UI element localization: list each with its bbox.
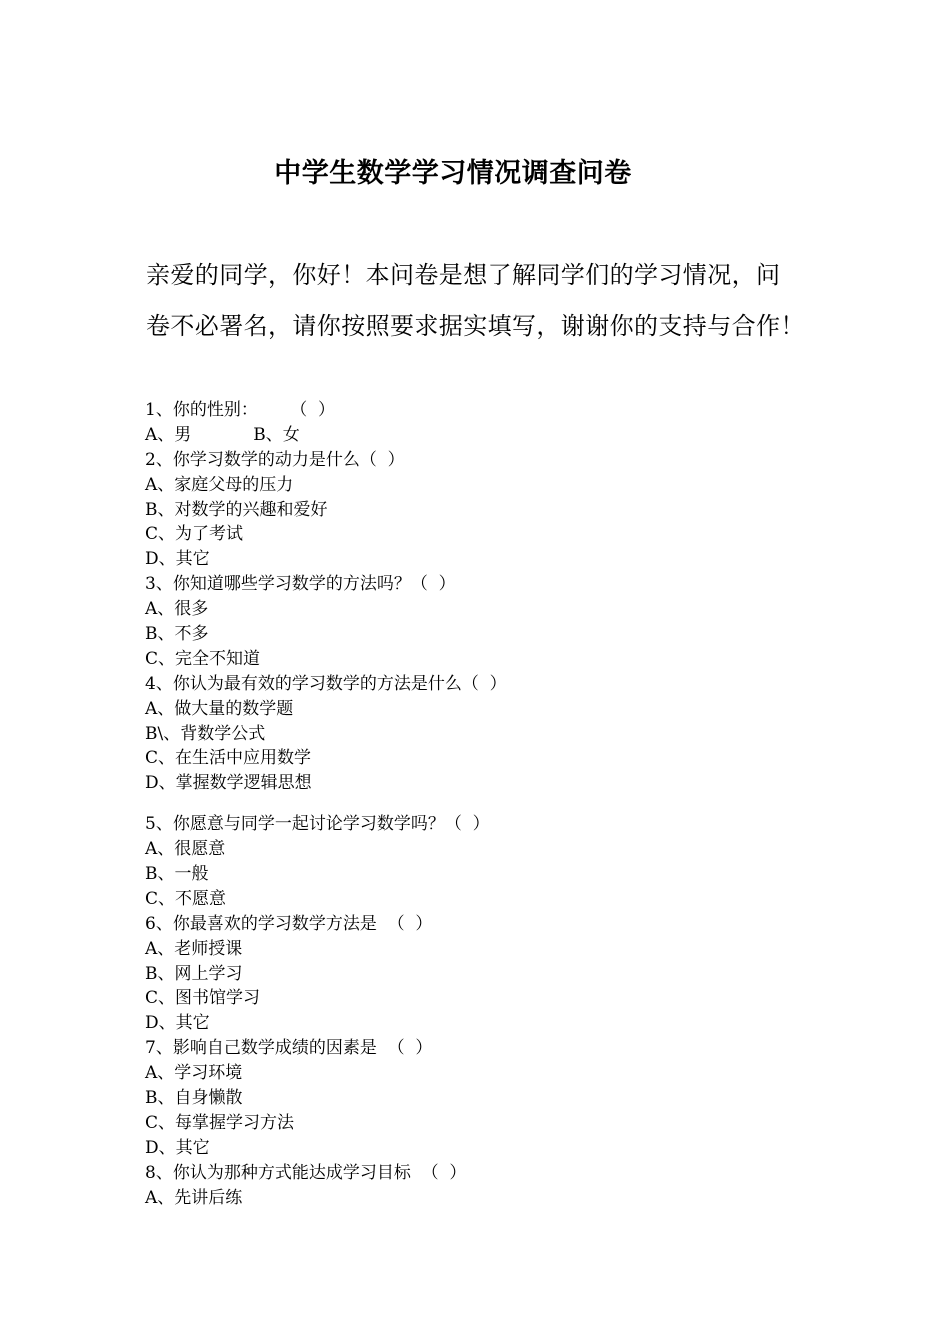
- option-item: B、网上学习: [145, 963, 243, 984]
- option-item: A、做大量的数学题: [145, 698, 294, 719]
- question-text: 5、你愿意与同学一起讨论学习数学吗？（ ）: [145, 814, 490, 835]
- option-item: B、不多: [145, 624, 209, 645]
- option-item: A、家庭父母的压力: [145, 474, 294, 495]
- option-item: D、其它: [145, 1013, 210, 1034]
- option-item: C、图书馆学习: [145, 988, 261, 1009]
- paragraph-gap: [145, 796, 845, 812]
- question-text: 2、你学习数学的动力是什么（ ）: [145, 449, 405, 470]
- option-item: C、完全不知道: [145, 648, 261, 669]
- option-row: [145, 423, 845, 448]
- option-item: B、女: [253, 424, 300, 445]
- question-text: 4、你认为最有效的学习数学的方法是什么（ ）: [145, 673, 507, 694]
- intro-line: 卷不必署名，请你按照要求据实填写，谢谢你的支持与合作！: [146, 312, 805, 340]
- question-text: 6、你最喜欢的学习数学方法是 （ ）: [145, 913, 433, 934]
- intro-paragraph: [146, 250, 836, 352]
- option-item: A、老师授课: [145, 938, 243, 959]
- question-text: 3、你知道哪些学习数学的方法吗？（ ）: [145, 574, 456, 595]
- option-item: C、不愿意: [145, 888, 227, 909]
- option-item: C、在生活中应用数学: [145, 748, 312, 769]
- question-text: 1、你的性别： （ ）: [145, 400, 336, 420]
- question-text: 7、影响自己数学成绩的因素是 （ ）: [145, 1038, 433, 1059]
- option-item: D、掌握数学逻辑思想: [145, 773, 312, 794]
- option-item: A、很愿意: [145, 839, 226, 860]
- option-item: C、每掌握学习方法: [145, 1112, 295, 1133]
- page-title: 中学生数学学习情况调查问卷: [274, 158, 632, 189]
- option-item: B、对数学的兴趣和爱好: [145, 499, 328, 520]
- option-item: A、很多: [145, 599, 209, 620]
- option-item: A、男: [145, 424, 192, 445]
- option-item: D、其它: [145, 549, 210, 570]
- option-item: B、自身懒散: [145, 1088, 243, 1109]
- intro-line: 亲爱的同学，你好！本问卷是想了解同学们的学习情况，问: [146, 261, 781, 289]
- option-item: A、先讲后练: [145, 1187, 243, 1208]
- question-text: 8、你认为那种方式能达成学习目标 （ ）: [145, 1162, 467, 1183]
- option-item: A、学习环境: [145, 1063, 243, 1084]
- option-item: B\、背数学公式: [145, 723, 266, 744]
- option-item: D、其它: [145, 1137, 210, 1158]
- option-item: B、一般: [145, 864, 209, 885]
- question-list: [145, 398, 845, 1211]
- option-item: C、为了考试: [145, 524, 244, 545]
